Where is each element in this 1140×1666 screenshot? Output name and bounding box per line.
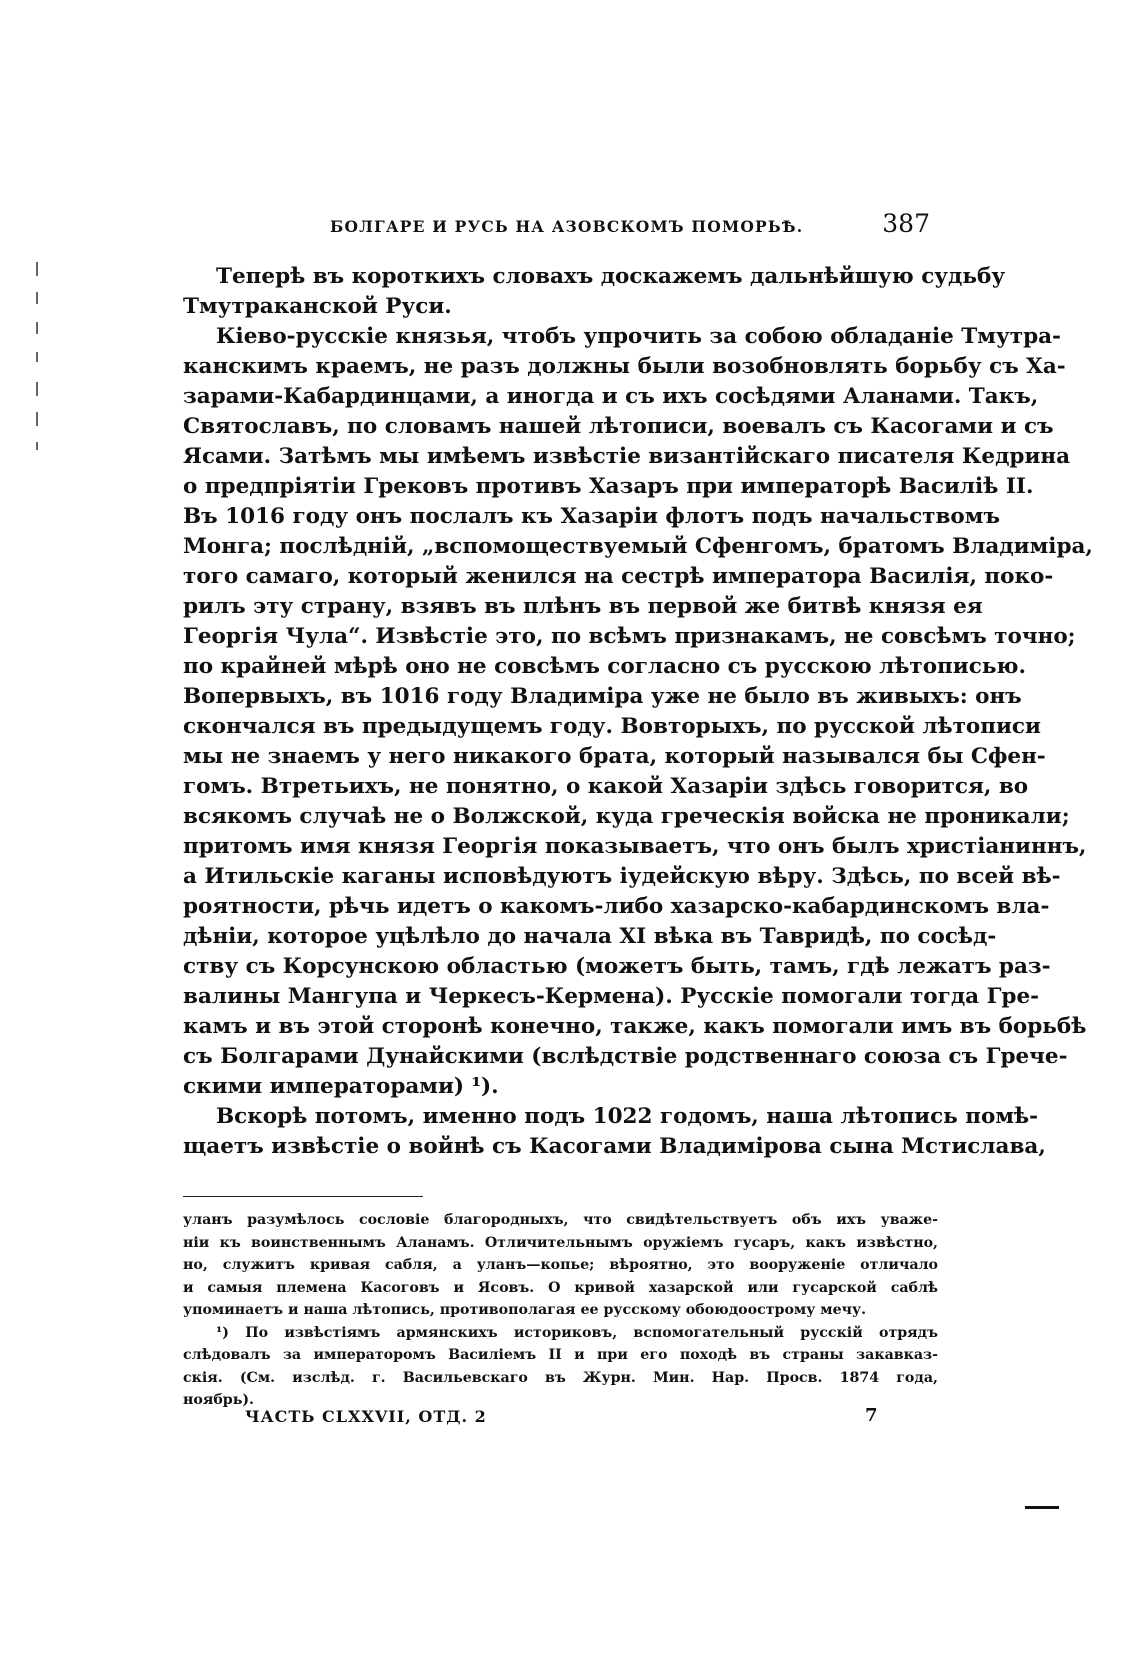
- text-line: Тмутраканской Руси.: [183, 294, 452, 319]
- page-edge-mark: [1025, 1506, 1059, 1509]
- text-line: ству съ Корсунскою областью (можетъ быть, тамъ, гдѣ лежатъ раз-: [183, 954, 1051, 979]
- text-line: а Итильскіе каганы исповѣдуютъ іудейскую вѣру. Здѣсь, по всей вѣ-: [183, 864, 1061, 889]
- running-head: БОЛГАРЕ И РУСЬ НА АЗОВСКОМЪ ПОМОРЬѢ.: [330, 217, 804, 236]
- text-line: зарами-Кабардинцами, а иногда и съ ихъ сосѣдями Аланами. Такъ,: [183, 384, 1039, 409]
- text-line: Ясами. Затѣмъ мы имѣемъ извѣстіе византійскаго писателя Кедрина: [183, 444, 1071, 469]
- margin-mark: [36, 412, 38, 426]
- footnote-line: уланъ разумѣлось сословіе благородныхъ, что свидѣтельствуетъ объ ихъ уваже-: [183, 1212, 938, 1228]
- text-line: Вопервыхъ, въ 1016 году Владиміра уже не было въ живыхъ: онъ: [183, 684, 1022, 709]
- text-line: о предпріятіи Грековъ противъ Хазаръ при императорѣ Василіѣ II.: [183, 474, 1034, 499]
- text-line: роятности, рѣчь идетъ о какомъ-либо хазарско-кабардинскомъ вла-: [183, 894, 1050, 919]
- margin-mark: [36, 352, 38, 362]
- footnote-divider: [183, 1196, 423, 1197]
- text-line: всякомъ случаѣ не о Волжской, куда греческія войска не проникали;: [183, 804, 1070, 829]
- text-line: рилъ эту страну, взявъ въ плѣнъ въ первой же битвѣ князя ея: [183, 594, 983, 619]
- text-line: Кіево-русскіе князья, чтобъ упрочить за собою обладаніе Тмутра-: [216, 324, 1061, 349]
- page-number: 387: [882, 209, 930, 238]
- footnote-line: ноябрь).: [183, 1392, 254, 1408]
- page-header: [190, 205, 930, 245]
- footnote-line: но, служитъ кривая сабля, а уланъ—копье; вѣроятно, это вооруженіе отличало: [183, 1257, 938, 1273]
- footnote-line: скія. (См. изслѣд. г. Васильевскаго въ Журн. Мин. Нар. Просв. 1874 года,: [183, 1369, 938, 1386]
- footnotes: [183, 1209, 938, 1412]
- text-line: дѣніи, которое уцѣлѣло до начала XI вѣка въ Тавридѣ, по сосѣд-: [183, 924, 997, 949]
- printer-signature: ЧАСТЬ CLXXVII, ОТД. 2: [245, 1407, 487, 1426]
- text-line: съ Болгарами Дунайскими (вслѣдствіе родственнаго союза съ Грече-: [183, 1044, 1068, 1069]
- footnote-line: упоминаетъ и наша лѣтопись, противополагая ее русскому обоюдоострому мечу.: [183, 1302, 867, 1318]
- margin-mark: [36, 322, 38, 334]
- footnote-line: ніи къ воинственнымъ Аланамъ. Отличительнымъ оружіемъ гусаръ, какъ извѣстно,: [183, 1234, 938, 1251]
- text-line: Теперѣ въ короткихъ словахъ доскажемъ дальнѣйшую судьбу: [216, 264, 1006, 289]
- footnote-line: и самыя племена Касоговъ и Ясовъ. О кривой хазарской или гусарской саблѣ: [183, 1279, 938, 1296]
- text-line: притомъ имя князя Георгія показываетъ, что онъ былъ христіаниннъ,: [183, 834, 1087, 859]
- sheet-number: 7: [865, 1405, 878, 1426]
- text-line: скими императорами) ¹).: [183, 1074, 499, 1099]
- text-line: по крайней мѣрѣ оно не совсѣмъ согласно съ русскою лѣтописью.: [183, 654, 1026, 679]
- text-line: Георгія Чула“. Извѣстіе это, по всѣмъ признакамъ, не совсѣмъ точно;: [183, 624, 1076, 649]
- margin-mark: [36, 382, 38, 396]
- margin-mark: [36, 262, 38, 276]
- text-line: Вскорѣ потомъ, именно подъ 1022 годомъ, наша лѣтопись помѣ-: [216, 1104, 1039, 1129]
- footnote-line: ¹) По извѣстіямъ армянскихъ историковъ, вспомогательный русскій отрядъ: [216, 1324, 938, 1341]
- text-line: того самаго, который женился на сестрѣ императора Василія, поко-: [183, 564, 1054, 589]
- text-line: Святославъ, по словамъ нашей лѣтописи, воевалъ съ Касогами и съ: [183, 414, 1054, 439]
- text-line: канскимъ краемъ, не разъ должны были возобновлять борьбу съ Ха-: [183, 354, 1066, 379]
- margin-mark: [36, 292, 38, 304]
- main-text: [183, 262, 1093, 1162]
- text-line: Въ 1016 году онъ послалъ къ Хазаріи флотъ подъ начальствомъ: [183, 504, 1000, 529]
- text-line: валины Мангупа и Черкесъ-Кермена). Русскіе помогали тогда Гре-: [183, 984, 1040, 1009]
- text-line: камъ и въ этой сторонѣ конечно, также, какъ помогали имъ въ борьбѣ: [183, 1014, 1087, 1039]
- text-line: щаетъ извѣстіе о войнѣ съ Касогами Владимірова сына Мстислава,: [183, 1134, 1046, 1159]
- text-line: Монга; послѣдній, „вспомоществуемый Сфенгомъ, братомъ Владиміра,: [183, 534, 1093, 559]
- footnote-line: слѣдовалъ за императоромъ Василіемъ II и при его походѣ въ страны закавказ-: [183, 1347, 938, 1363]
- text-line: мы не знаемъ у него никакого брата, который назывался бы Сфен-: [183, 744, 1046, 769]
- margin-mark: [36, 442, 38, 450]
- text-line: гомъ. Втретьихъ, не понятно, о какой Хазаріи здѣсь говорится, во: [183, 774, 1029, 799]
- text-line: скончался въ предыдущемъ году. Вовторыхъ, по русской лѣтописи: [183, 714, 1041, 739]
